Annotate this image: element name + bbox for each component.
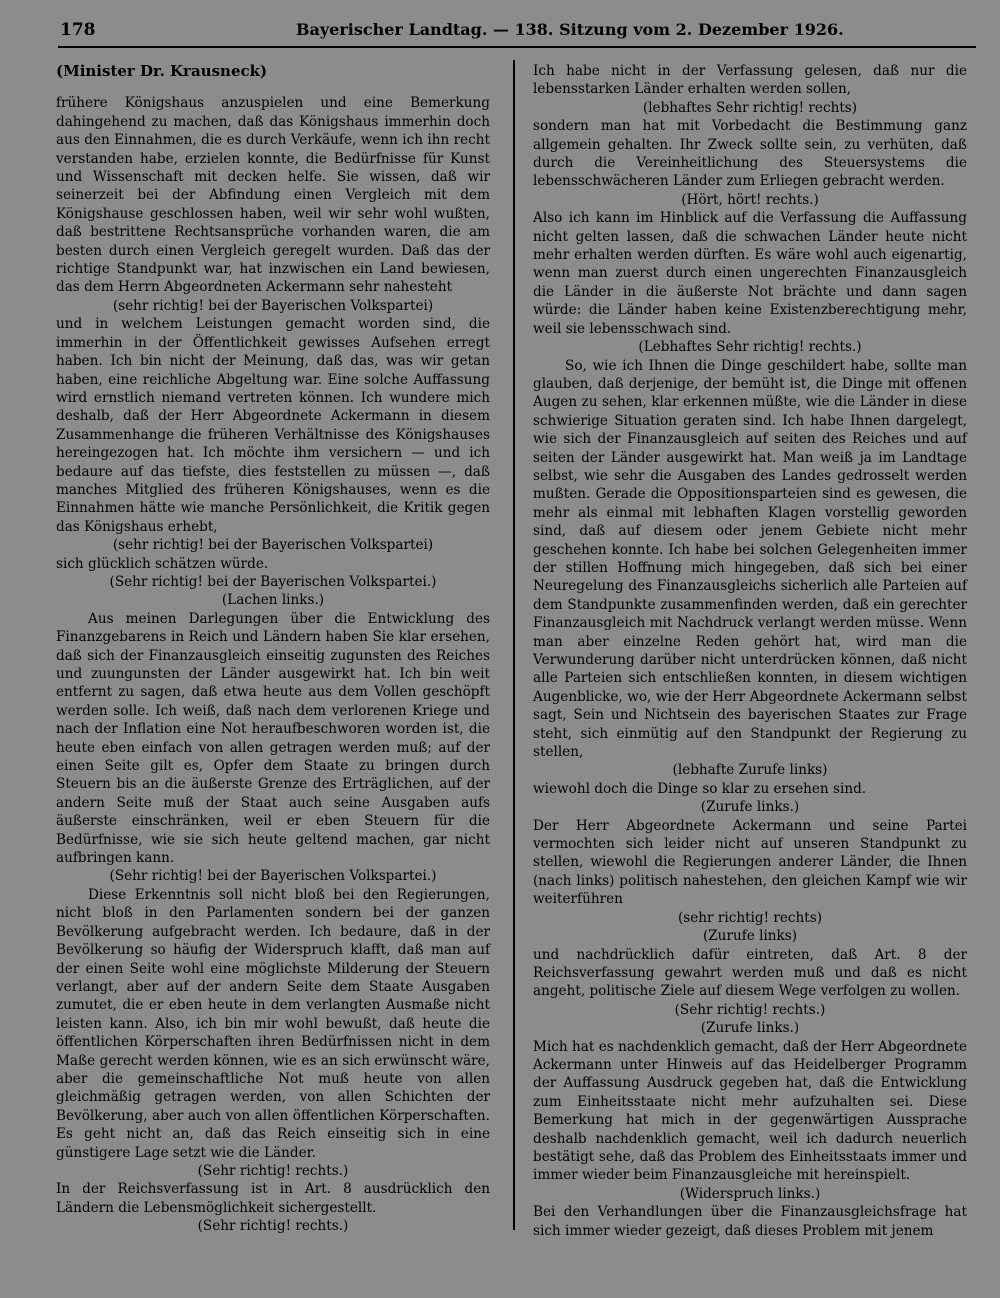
paragraph: Bei den Verhandlungen über die Finanzausgleichsfrage hat sich immer wieder gezeigt, daß dieses Problem mit jenem bbox=[533, 1204, 967, 1239]
paragraph: wiewohl doch die Dinge so klar zu ersehen sind. bbox=[533, 780, 867, 797]
paragraph: Aus meinen Darlegungen über die Entwicklung des Finanzgebarens in Reich und Ländern haben Sie klar ersehen, daß sich der Finanzausgleich einseitig zugunsten des Reiches und zuungunsten der Länder ausgewirkt hat. Ich bin weit entfernt zu sagen, daß etwa heute aus dem Vollen geschöpft werden solle. Ich weiß, daß nach dem verlorenen Kriege und nach der Inflation eine Not heraufbeschworen worden ist, die heute eben einfach von allen getragen werden muß; auf der einen Seite gilt es, Opfer dem Staate zu bringen durch Steuern bis an die äußerste Grenze des Erträglichen, auf der andern Seite muß der Staat auch seine Ausgaben aufs äußerste einschränken, weil er eben Steuern für die Bedürfnisse, wie sie sich heute geltend machen, gar nicht aufbringen kann. bbox=[56, 610, 490, 867]
interjection: (Lebhaftes Sehr richtig! rechts.) bbox=[638, 339, 862, 356]
interjection: (Sehr richtig! bei der Bayerischen Volkspartei.) bbox=[109, 868, 437, 885]
interjection: (Sehr richtig! rechts.) bbox=[674, 1001, 826, 1018]
paragraph: Ich habe nicht in der Verfassung gelesen, daß nur die lebensstarken Länder erhalten werden sollen, bbox=[533, 63, 967, 98]
paragraph: In der Reichsverfassung ist in Art. 8 ausdrücklich den Ländern die Lebensmöglichkeit sichergestellt. bbox=[56, 1181, 490, 1216]
paragraph: sich glücklich schätzen würde. bbox=[56, 555, 269, 572]
paragraph: sondern man hat mit Vorbedacht die Bestimmung ganz allgemein gehalten. Ihr Zweck sollte sein, zu verhüten, daß durch die Vereinheitlichung des Steuersystems die lebensschwächeren Länder zum Erliegen gebracht werden. bbox=[533, 118, 967, 190]
interjection: (lebhaftes Sehr richtig! rechts) bbox=[642, 99, 858, 116]
interjection: (Widerspruch links.) bbox=[679, 1185, 821, 1202]
right-column bbox=[533, 62, 967, 1240]
interjection: (Hört, hört! rechts.) bbox=[681, 191, 819, 208]
paragraph: und nachdrücklich dafür eintreten, daß Art. 8 der Reichsverfassung gewahrt werden muß und daß es nicht angeht, politische Ziele auf diesem Wege verfolgen zu wollen. bbox=[533, 946, 967, 1000]
interjection: (Zurufe links.) bbox=[700, 1020, 800, 1037]
interjection: (sehr richtig! bei der Bayerischen Volkspartei) bbox=[112, 297, 434, 314]
page-header bbox=[58, 20, 976, 48]
interjection: (Sehr richtig! rechts.) bbox=[197, 1162, 349, 1179]
interjection: (sehr richtig! bei der Bayerischen Volkspartei) bbox=[112, 537, 434, 554]
paragraph: Mich hat es nachdenklich gemacht, daß der Herr Abgeordnete Ackermann unter Hinweis auf das Heidelberger Programm der Auffassung Ausdruck gegeben hat, daß die Entwicklung zum Einheitsstaate nicht mehr aufzuhalten sei. Diese Bemerkung hat mich in der gegenwärtigen Aussprache deshalb nachdenklich gemacht, weil ich dadurch neuerlich bestätigt sehe, daß das Problem des Einheitsstaats immer und immer wieder beim Finanzausgleiche mit hereinspielt. bbox=[533, 1038, 967, 1184]
interjection: (lebhafte Zurufe links) bbox=[672, 762, 828, 779]
interjection: (Lachen links.) bbox=[221, 592, 325, 609]
interjection: (Zurufe links) bbox=[702, 928, 798, 945]
speaker-label: (Minister Dr. Krausneck) bbox=[56, 62, 268, 80]
page-number: 178 bbox=[60, 20, 96, 40]
paragraph: Der Herr Abgeordnete Ackermann und seine Partei vermochten sich leider nicht auf unseren Standpunkt zu stellen, wiewohl die Regierungen anderer Länder, die Ihnen (nach links) politisch nahestehen, den gleichen Kampf wie wir weiterführen bbox=[533, 817, 967, 908]
paragraph: frühere Königshaus anzuspielen und eine Bemerkung dahingehend zu machen, daß das Königshaus immerhin doch aus den Einnahmen, die es durch Verkäufe, wenn ich ihn recht verstanden habe, erzielen konnte, die Bedürfnisse für Kunst und Wissenschaft mit decken helfe. Sie wissen, daß wir seinerzeit bei der Abfindung einen Vergleich mit dem Königshause geschlossen haben, weil wir sehr wohl wußten, daß bestrittene Rechtsansprüche vorhanden waren, die am besten durch einen Vergleich geregelt wurden. Daß das der richtige Standpunkt war, hat inzwischen ein Land bewiesen, das dem Herrn Abgeordneten Ackermann sehr nahesteht bbox=[56, 95, 490, 296]
interjection: (Zurufe links.) bbox=[700, 799, 800, 816]
paragraph: Also ich kann im Hinblick auf die Verfassung die Auffassung nicht gelten lassen, daß die schwachen Länder heute nicht mehr erhalten werden dürften. Es wäre wohl auch eigenartig, wenn man zuerst durch einen ungerechten Finanzausgleich die Länder in die äußerste Not brächte und dann sagen würde: die Länder haben keine Existenzberechtigung mehr, weil sie lebensschwach sind. bbox=[533, 210, 967, 337]
paragraph: und in welchem Leistungen gemacht worden sind, die immerhin in der Öffentlichkeit gewisses Aufsehen erregt haben. Ich bin nicht der Meinung, daß das, was wir getan haben, eine reichliche Abgeltung war. Eine solche Auffassung wird ernstlich niemand vertreten können. Ich wundere mich deshalb, daß der Herr Abgeordnete Ackermann in diesem Zusammenhange die früheren Verhältnisse des Königshauses hereingezogen hat. Ich möchte ihm versichern — und ich bedaure auf das tiefste, dies feststellen zu müssen —, daß manches Mitglied des früheren Königshauses, wenn es die Einnahmen hätte wie manche Persönlichkeit, die Kritik gegen das Königshaus erhebt, bbox=[56, 316, 490, 535]
paragraph: Diese Erkenntnis soll nicht bloß bei den Regierungen, nicht bloß in den Parlamenten sondern bei der ganzen Bevölkerung aufgebracht werden. Ich bedaure, daß in der Bevölkerung so häufig der Widerspruch klafft, daß man auf der einen Seite wohl eine möglichste Milderung der Steuern verlangt, aber auf der andern Seite dem Staate Ausgaben zumutet, die er eben heute in dem verlangten Ausmaße nicht leisten kann. Also, ich bin mir wohl bewußt, daß heute die öffentlichen Körperschaften ihren Bedürfnissen nicht in dem Maße gerecht werden können, wie es an sich erwünscht wäre, aber die gemeinschaftliche Not muß heute von allen gleichmäßig getragen werden, von allen Schichten der Bevölkerung, aber auch von allen öffentlichen Körperschaften. Es geht nicht an, daß das Reich einseitig sich in eine günstigere Lage setzt wie die Länder. bbox=[56, 886, 490, 1161]
running-title: Bayerischer Landtag. — 138. Sitzung vom 2. Dezember 1926. bbox=[296, 20, 844, 39]
left-column bbox=[56, 62, 490, 1236]
paragraph: So, wie ich Ihnen die Dinge geschildert habe, sollte man glauben, daß derjenige, der bemüht ist, die Dinge mit offenen Augen zu sehen, klar erkennen müßte, wie die Länder in diese schwierige Situation geraten sind. Ich habe Ihnen dargelegt, wie sich der Finanzausgleich auf seiten des Reiches und auf seiten der Länder ausgewirkt hat. Man weiß ja im Landtage selbst, wie sehr die Ausgaben des Landes gedrosselt werden mußten. Gerade die Oppositionsparteien sind es gewesen, die mehr als einmal mit lebhaften Klagen vorstellig geworden sind, daß auf diesem oder jenem Gebiete nicht mehr geschehen konnte. Ich habe bei solchen Gelegenheiten immer der stillen Hoffnung mich hingegeben, daß sich bei einer Neuregelung des Finanzausgleichs sicherlich alle Parteien auf dem Standpunkte zusammenfinden werden, daß ein gerechter Finanzausgleich mit Nachdruck verlangt werden müsse. Wenn man aber einzelne Reden gehört hat, wird man die Verwunderung darüber nicht unterdrücken können, daß nicht alle Parteien sich entschließen konnten, in diesem wichtigen Augenblicke, wo, wie der Herr Abgeordnete Ackermann selbst sagt, Sein und Nichtsein des bayerischen Staates zur Frage steht, sich einmütig auf den Standpunkt der Regierung zu stellen, bbox=[533, 357, 967, 761]
interjection: (Sehr richtig! rechts.) bbox=[197, 1218, 349, 1235]
interjection: (sehr richtig! rechts) bbox=[677, 909, 823, 926]
interjection: (Sehr richtig! bei der Bayerischen Volkspartei.) bbox=[109, 573, 437, 590]
column-divider bbox=[513, 60, 515, 1230]
